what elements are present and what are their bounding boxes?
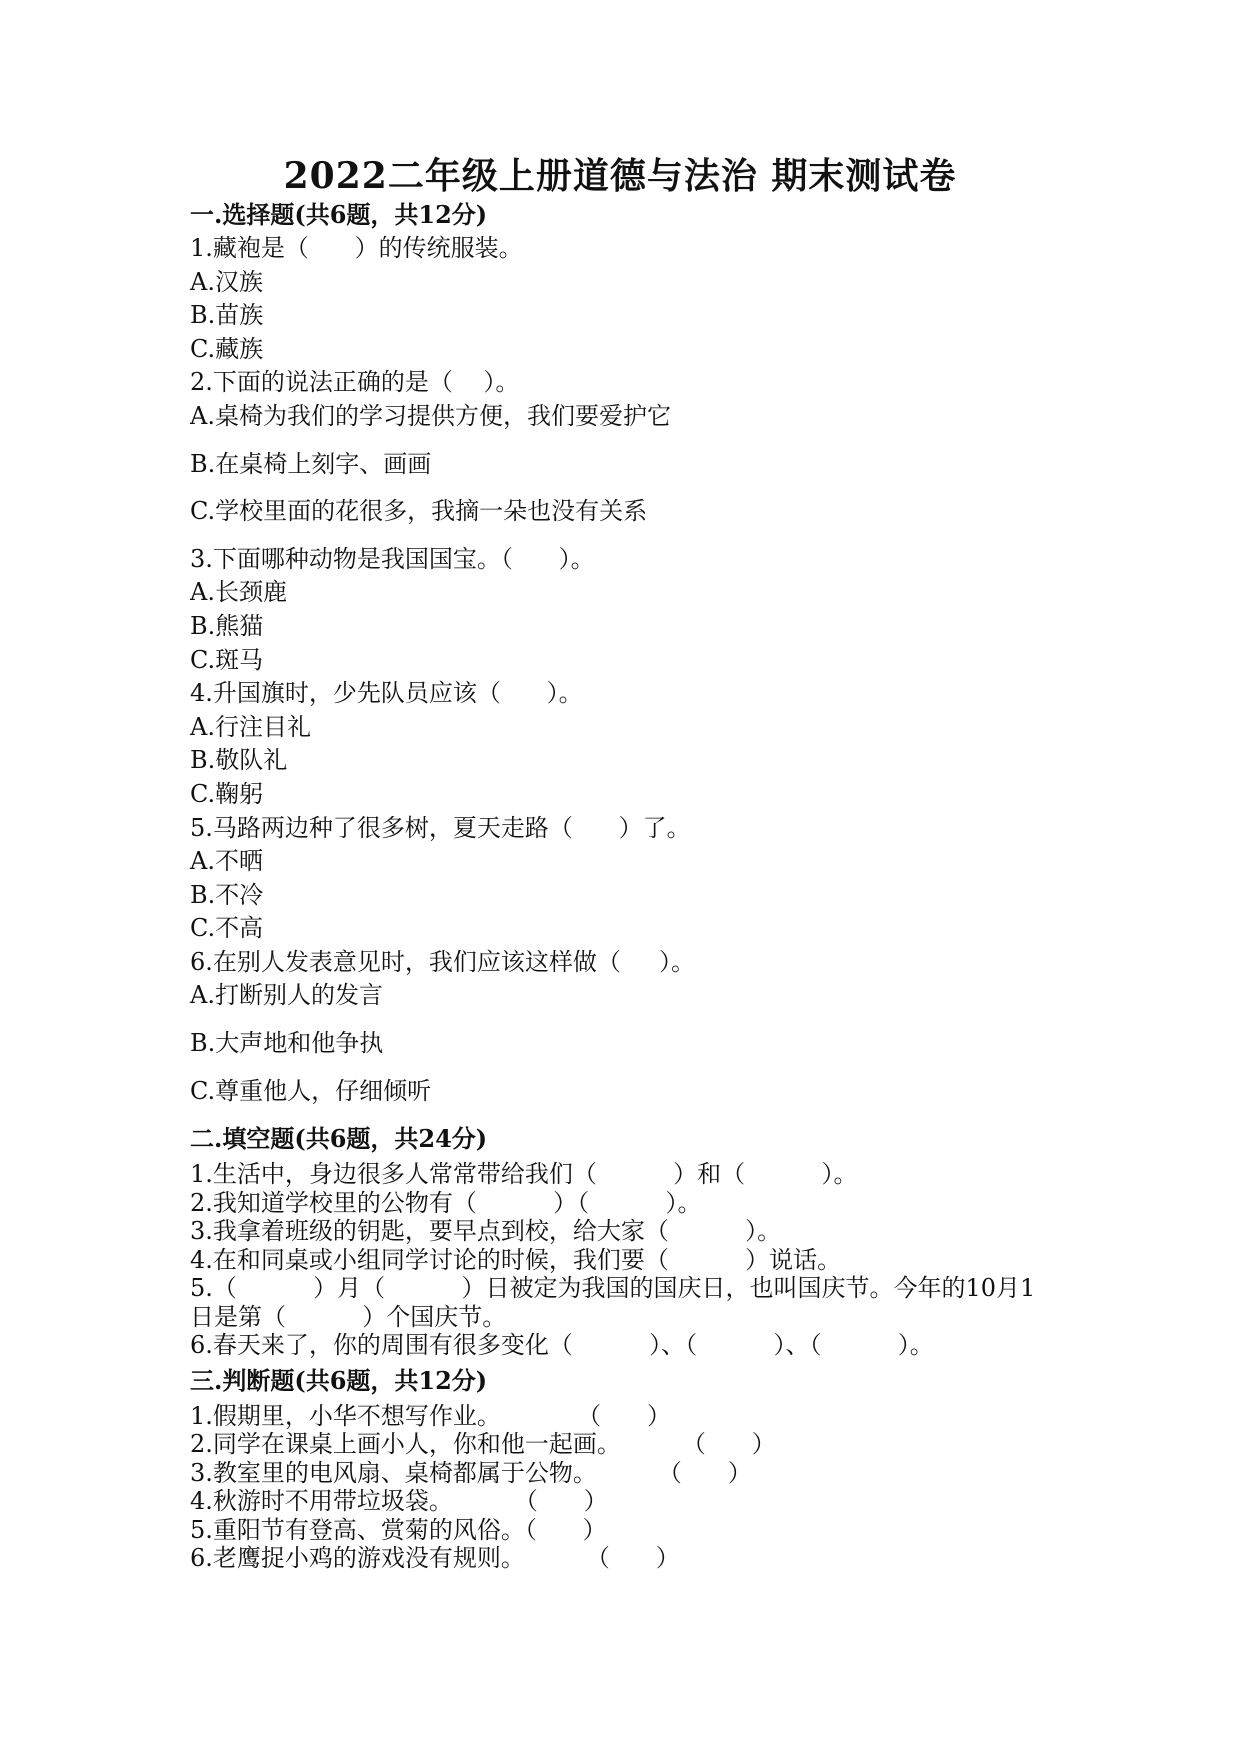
question: 2.下面的说法正确的是（ ）。 [190, 368, 520, 397]
option: A.不晒 [190, 847, 263, 876]
option: A.行注目礼 [190, 712, 311, 741]
option: B.不冷 [190, 880, 264, 909]
question: 5.重阳节有登高、赏菊的风俗。（ ） [190, 1515, 607, 1544]
option: B.在桌椅上刻字、画画 [190, 449, 432, 478]
option: C.学校里面的花很多，我摘一朵也没有关系 [190, 497, 648, 526]
question: 2.我知道学校里的公物有（ ）（ ）。 [190, 1188, 702, 1217]
question: 5.（ ）月（ ）日被定为我国的国庆日，也叫国庆节。今年的10月1日是第（ ）个国庆节。 [190, 1274, 1036, 1331]
question: 1.假期里，小华不想写作业。 （ ） [190, 1401, 671, 1430]
option: C.藏族 [190, 334, 264, 363]
option: A.桌椅为我们的学习提供方便，我们要爱护它 [190, 401, 671, 430]
exam-content [190, 198, 1050, 1573]
option: C.鞠躬 [190, 779, 264, 808]
page-title: 2022二年级上册道德与法治 期末测试卷 [283, 155, 957, 197]
option: B.苗族 [190, 301, 264, 330]
option: B.大声地和他争执 [190, 1029, 384, 1058]
question: 4.升国旗时，少先队员应该（ ）。 [190, 679, 583, 708]
option: B.熊猫 [190, 611, 264, 640]
question: 2.同学在课桌上画小人，你和他一起画。 （ ） [190, 1430, 776, 1459]
option: A.打断别人的发言 [190, 981, 383, 1010]
question: 1.生活中，身边很多人常常带给我们（ ）和（ ）。 [190, 1160, 858, 1189]
section-true-false [190, 1364, 1050, 1573]
section-heading: 一.选择题(共6题，共12分) [190, 200, 488, 229]
question: 3.下面哪种动物是我国国宝。（ ）。 [190, 544, 595, 573]
option: A.汉族 [190, 267, 263, 296]
question: 6.老鹰捉小鸡的游戏没有规则。 （ ） [190, 1544, 680, 1573]
question: 5.马路两边种了很多树，夏天走路（ ）了。 [190, 813, 691, 842]
option: B.敬队礼 [190, 746, 288, 775]
option: C.斑马 [190, 645, 264, 674]
section-choice [190, 198, 1050, 1108]
question: 6.在别人发表意见时，我们应该这样做（ ）。 [190, 947, 696, 976]
section-heading: 三.判断题(共6题，共12分) [190, 1365, 488, 1395]
question: 3.教室里的电风扇、桌椅都属于公物。 （ ） [190, 1458, 752, 1487]
question: 1.藏袍是（ ）的传统服装。 [190, 234, 523, 262]
question: 4.在和同桌或小组同学讨论的时候，我们要（ ）说话。 [190, 1245, 842, 1274]
question: 3.我拿着班级的钥匙，要早点到校，给大家（ ）。 [190, 1217, 782, 1246]
option: A.长颈鹿 [190, 578, 287, 607]
option: C.尊重他人，仔细倾听 [190, 1076, 432, 1105]
option: C.不高 [190, 914, 264, 943]
section-heading: 二.填空题(共6题，共24分) [190, 1124, 488, 1154]
section-fill-blank [190, 1122, 1050, 1360]
question: 4.秋游时不用带垃圾袋。 （ ） [190, 1487, 608, 1516]
question: 6.春天来了，你的周围有很多变化（ ）、（ ）、（ ）。 [190, 1331, 934, 1360]
